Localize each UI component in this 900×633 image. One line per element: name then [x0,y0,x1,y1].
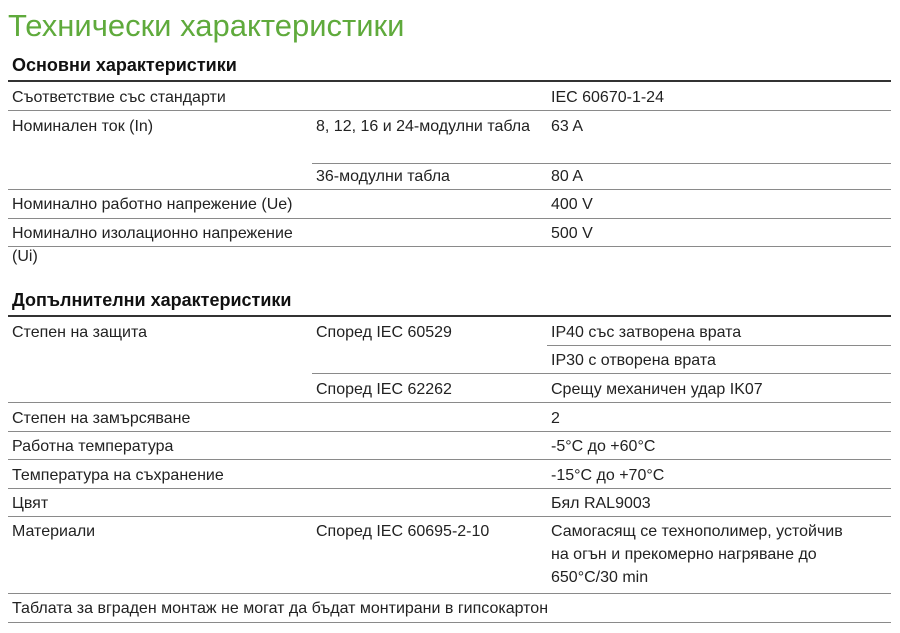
spec-value: 80 A [551,168,584,185]
spec-condition: Според IEC 62262 [316,381,452,398]
page-title: Технически характеристики [8,8,405,43]
spec-label: Цвят [12,495,49,512]
spec-label: Номинален ток (In) [12,118,154,135]
spec-condition: Според IEC 60695-2-10 [316,523,490,540]
spec-label: Номинално изолационно напрежение (Ui) [12,225,293,265]
row-divider [312,163,891,164]
spec-value: 500 V [551,225,593,242]
row-divider [8,488,891,489]
additional-heading-rule [8,315,891,317]
spec-label: Съответствие със стандарти [12,89,226,106]
spec-condition: Според IEC 60529 [316,324,452,341]
row-divider [8,110,891,111]
basic-heading-rule [8,80,891,82]
row-divider [8,516,891,517]
spec-value: IP40 със затворена врата [551,324,742,341]
spec-value: Срещу механичен удар IK07 [551,381,763,398]
spec-condition: 36-модулни табла [316,168,450,185]
row-divider [8,402,891,403]
spec-label: Номинално работно напрежение (Ue) [12,196,293,213]
spec-label: Работна температура [12,438,174,455]
row-divider [8,593,891,594]
spec-value: -15°C до +70°C [551,467,665,484]
spec-value: 400 V [551,196,593,213]
row-divider [312,373,891,374]
spec-value: IP30 с отворена врата [551,352,716,369]
row-divider [8,459,891,460]
spec-value: 63 A [551,118,584,135]
spec-label: Температура на съхранение [12,467,224,484]
spec-value: IEC 60670-1-24 [551,89,664,106]
row-divider [8,246,891,247]
row-divider [8,431,891,432]
basic-section-heading: Основни характеристики [12,55,237,75]
spec-value: Бял RAL9003 [551,495,651,512]
row-divider [8,218,891,219]
spec-label: Степен на замърсяване [12,410,191,427]
spec-value: 2 [551,410,560,427]
spec-value: Самогасящ се технополимер, устойчив на огън и прекомерно нагряване до 650°C/30 min [551,523,843,586]
additional-section-heading: Допълнителни характеристики [12,290,292,310]
row-divider [547,345,891,346]
spec-condition: 8, 12, 16 и 24-модулни табла [316,118,531,135]
row-divider [8,622,891,623]
footnote: Таблата за вграден монтаж не могат да бъдат монтирани в гипсокартон [12,600,549,617]
spec-label: Материали [12,523,96,540]
row-divider [8,189,891,190]
spec-label: Степен на защита [12,324,148,341]
spec-value: -5°C до +60°C [551,438,656,455]
